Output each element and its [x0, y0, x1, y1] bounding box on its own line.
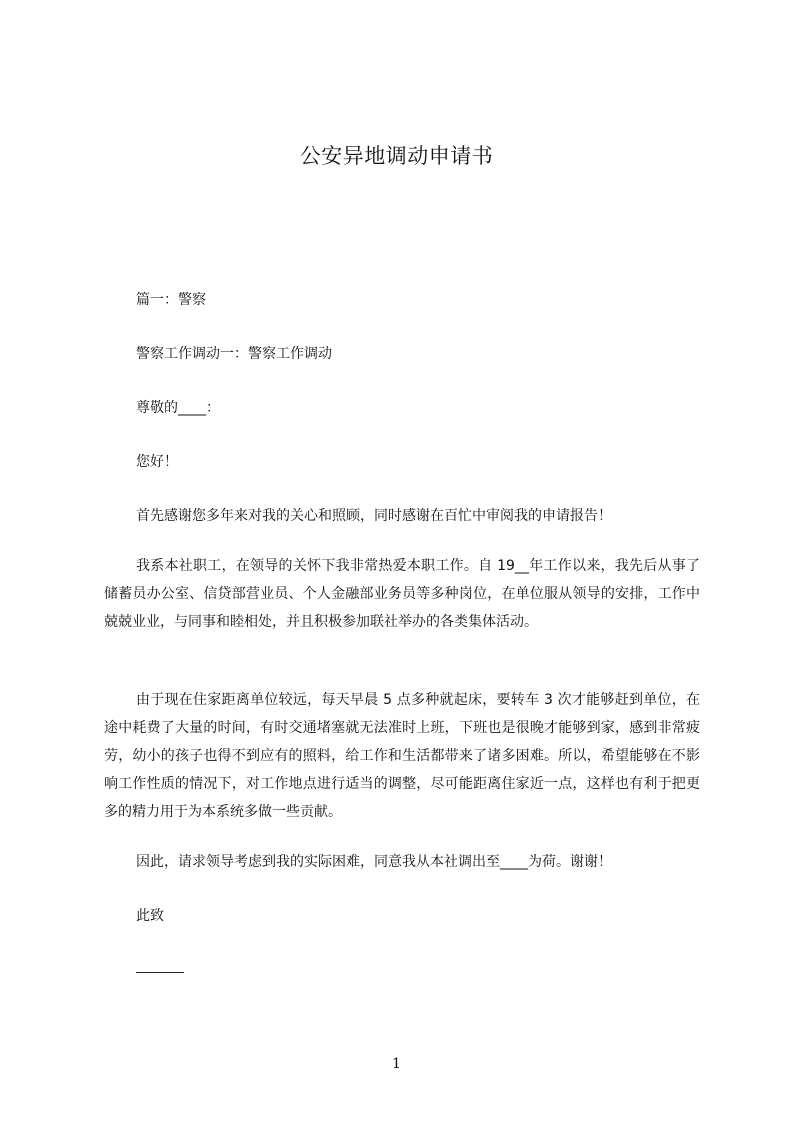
- thanks-line: 首先感谢您多年来对我的关心和照顾，同时感谢在百忙中审阅我的申请报告！: [136, 508, 612, 524]
- closing-line: 此致: [136, 908, 164, 924]
- paragraph-work-history: 我系本社职工，在领导的关怀下我非常热爱本职工作。自 19__年工作以来，我先后从事了储蓄员办公室、信贷部营业员、个人金融部业务员等多种岗位，在单位服从领导的安排，工作中兢兢业业，与同事和睦相处，并且积极参加联社举办的各类集体活动。: [104, 558, 700, 630]
- section-heading: 篇一：警察: [136, 292, 206, 308]
- subheading: 警察工作调动一：警察工作调动: [136, 346, 332, 362]
- request-line: 因此，请求领导考虑到我的实际困难，同意我从本社调出至____为荷。谢谢！: [136, 854, 612, 870]
- page-number: 1: [392, 1056, 401, 1072]
- document-title: 公安异地调动申请书: [299, 144, 494, 168]
- salutation: 尊敬的____：: [136, 400, 220, 416]
- paragraph-reason: 由于现在住家距离单位较远，每天早晨 5 点多种就起床，要转车 3 次才能够赶到单位，在途中耗费了大量的时间，有时交通堵塞就无法准时上班，下班也是很晚才能够到家，感到非常疲劳，幼小的孩子也得不到应有的照料，给工作和生活都带来了诸多困难。所以，希望能够在不影响工作性质的情况下，对工作地点进行适当的调整，尽可能距离住家近一点，这样也有利于把更多的精力用于为本系统多做一些贡献。: [104, 692, 700, 820]
- signature-blank-line: [136, 972, 184, 973]
- greeting: 您好！: [136, 454, 178, 470]
